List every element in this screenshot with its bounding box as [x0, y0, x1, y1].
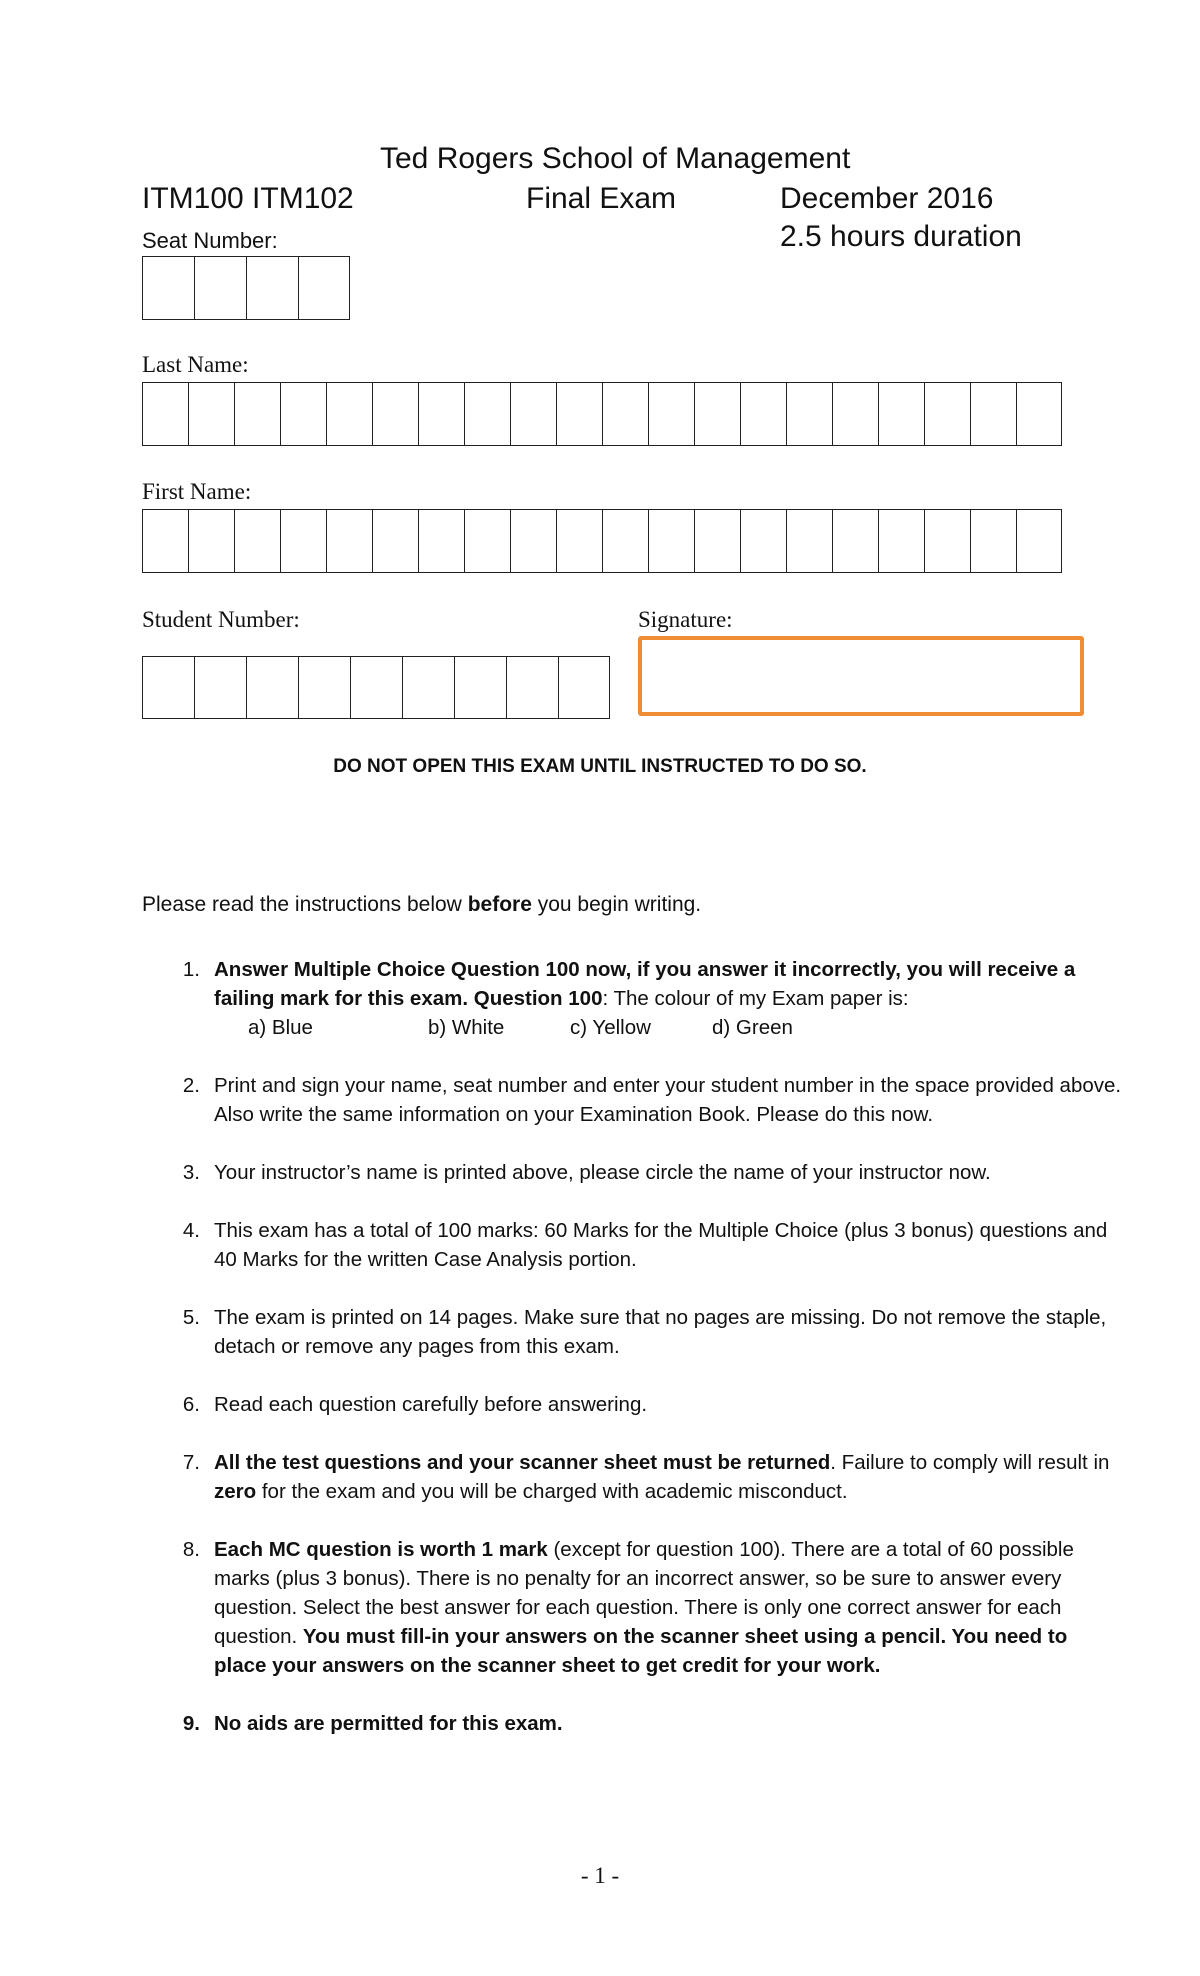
instruction-item: [142, 1216, 1122, 1274]
instruction-item: [142, 1448, 1122, 1506]
instruction-item: [142, 955, 1122, 1042]
intro-text-start: Please read the instructions below: [142, 893, 468, 916]
entry-box[interactable]: [924, 509, 970, 573]
entry-box[interactable]: [878, 382, 924, 446]
entry-box[interactable]: [786, 382, 832, 446]
entry-box[interactable]: [1016, 382, 1062, 446]
instruction-plain-text: . Failure to comply will result in: [830, 1451, 1110, 1474]
entry-box[interactable]: [326, 382, 372, 446]
entry-box[interactable]: [694, 509, 740, 573]
instruction-plain-text: (except for question 100). There are a total of 60 possible marks (plus 3 bonus). There is no penalty for an incorrect answer, so be sure to answer every question. Select the best answer for each question. There is only one correct answer for each question.: [214, 1538, 1074, 1648]
entry-box[interactable]: [556, 509, 602, 573]
entry-box[interactable]: [832, 509, 878, 573]
instruction-text: [214, 1709, 1122, 1738]
instruction-number: 7.: [182, 1451, 200, 1474]
seat-number-label: Seat Number:: [142, 228, 278, 253]
entry-box[interactable]: [194, 656, 246, 719]
instruction-item: [142, 1303, 1122, 1361]
instruction-text: Your instructor’s name is printed above, please circle the name of your instructor now.: [214, 1161, 991, 1184]
instruction-text: [214, 1448, 1122, 1506]
instruction-item: [142, 1158, 1122, 1187]
entry-box[interactable]: [280, 509, 326, 573]
instruction-bold-text: zero: [214, 1480, 257, 1503]
answer-options: [248, 1013, 1122, 1042]
option-c: c) Yellow: [570, 1016, 651, 1039]
instruction-bold-text: Answer Multiple Choice Question 100 now, if you answer it incorrectly, you will receive a failing mark for this exam. Question 100: [214, 958, 1076, 1010]
instruction-number: 8.: [182, 1538, 200, 1561]
option-d: d) Green: [712, 1016, 793, 1039]
entry-box[interactable]: [454, 656, 506, 719]
entry-box[interactable]: [402, 656, 454, 719]
signature-label: Signature:: [638, 607, 733, 632]
exam-date: December 2016: [780, 182, 994, 215]
entry-box[interactable]: [694, 382, 740, 446]
entry-box[interactable]: [298, 656, 350, 719]
last-name-label: Last Name:: [142, 352, 249, 377]
entry-box[interactable]: [326, 509, 372, 573]
entry-box[interactable]: [194, 256, 246, 320]
page-number: - 1 -: [580, 1863, 620, 1888]
intro-text: [142, 893, 701, 917]
signature-box[interactable]: [638, 636, 1084, 716]
instruction-item: [142, 1535, 1122, 1680]
entry-box[interactable]: [464, 509, 510, 573]
instruction-bold-text: Each MC question is worth 1 mark: [214, 1538, 548, 1561]
school-name: Ted Rogers School of Management: [380, 142, 851, 175]
instruction-item: [142, 1709, 1122, 1738]
option-a: a) Blue: [248, 1016, 313, 1039]
entry-box[interactable]: [602, 509, 648, 573]
intro-text-end: you begin writing.: [531, 893, 702, 916]
entry-box[interactable]: [970, 382, 1016, 446]
intro-text-bold: before: [467, 893, 532, 916]
entry-box[interactable]: [832, 382, 878, 446]
student-number-boxes[interactable]: [142, 656, 610, 719]
instruction-bold-text: No aids are permitted for this exam.: [214, 1712, 563, 1735]
entry-box[interactable]: [1016, 509, 1062, 573]
instruction-number: 2.: [182, 1074, 200, 1097]
instruction-number: 4.: [182, 1219, 200, 1242]
instruction-bold-text: You must fill-in your answers on the scanner sheet using a pencil. You need to place your answers on the scanner sheet to get credit for your work.: [214, 1625, 1068, 1677]
entry-box[interactable]: [188, 382, 234, 446]
entry-box[interactable]: [556, 382, 602, 446]
student-number-label: Student Number:: [142, 607, 300, 632]
entry-box[interactable]: [924, 382, 970, 446]
entry-box[interactable]: [372, 382, 418, 446]
entry-box[interactable]: [648, 509, 694, 573]
instruction-plain-text: : The colour of my Exam paper is:: [602, 987, 909, 1010]
warning-text: DO NOT OPEN THIS EXAM UNTIL INSTRUCTED TO DO SO.: [333, 756, 867, 777]
entry-box[interactable]: [418, 382, 464, 446]
entry-box[interactable]: [142, 509, 188, 573]
entry-box[interactable]: [142, 256, 194, 320]
instruction-number: 1.: [182, 958, 200, 981]
instruction-text: [214, 955, 1122, 1042]
instruction-text: The exam is printed on 14 pages. Make sure that no pages are missing. Do not remove the staple, detach or remove any pages from this exam.: [214, 1306, 1107, 1358]
option-b: b) White: [428, 1016, 505, 1039]
entry-box[interactable]: [602, 382, 648, 446]
instruction-number: 9.: [182, 1712, 200, 1735]
entry-box[interactable]: [510, 382, 556, 446]
last-name-boxes[interactable]: [142, 382, 1062, 446]
first-name-label: First Name:: [142, 479, 252, 504]
entry-box[interactable]: [188, 509, 234, 573]
exam-type: Final Exam: [526, 182, 677, 215]
instruction-plain-text: for the exam and you will be charged with academic misconduct.: [256, 1480, 848, 1503]
exam-duration: 2.5 hours duration: [780, 220, 1022, 253]
entry-box[interactable]: [510, 509, 556, 573]
instruction-bold-text: All the test questions and your scanner sheet must be returned: [214, 1451, 831, 1474]
entry-box[interactable]: [234, 382, 280, 446]
instruction-number: 3.: [182, 1161, 200, 1184]
entry-box[interactable]: [280, 382, 326, 446]
instruction-text: This exam has a total of 100 marks: 60 Marks for the Multiple Choice (plus 3 bonus) questions and 40 Marks for the written Case Analysis portion.: [214, 1219, 1108, 1271]
instruction-number: 6.: [182, 1393, 200, 1416]
entry-box[interactable]: [464, 382, 510, 446]
entry-box[interactable]: [234, 509, 280, 573]
instruction-text: Read each question carefully before answering.: [214, 1393, 648, 1416]
instruction-number: 5.: [182, 1306, 200, 1329]
course-codes: ITM100 ITM102: [142, 182, 354, 215]
instructions-list: [142, 955, 1122, 1767]
instruction-item: [142, 1390, 1122, 1419]
entry-box[interactable]: [740, 382, 786, 446]
entry-box[interactable]: [142, 382, 188, 446]
instruction-text: [214, 1535, 1122, 1680]
entry-box[interactable]: [786, 509, 832, 573]
entry-box[interactable]: [246, 656, 298, 719]
seat-number-boxes[interactable]: [142, 256, 350, 320]
entry-box[interactable]: [350, 656, 402, 719]
entry-box[interactable]: [740, 509, 786, 573]
entry-box[interactable]: [246, 256, 298, 320]
entry-box[interactable]: [506, 656, 558, 719]
entry-box[interactable]: [372, 509, 418, 573]
entry-box[interactable]: [648, 382, 694, 446]
entry-box[interactable]: [298, 256, 350, 320]
entry-box[interactable]: [418, 509, 464, 573]
first-name-boxes[interactable]: [142, 509, 1062, 573]
entry-box[interactable]: [878, 509, 924, 573]
instruction-item: [142, 1071, 1122, 1129]
entry-box[interactable]: [142, 656, 194, 719]
entry-box[interactable]: [970, 509, 1016, 573]
entry-box[interactable]: [558, 656, 610, 719]
instruction-text: Print and sign your name, seat number and enter your student number in the space provided above. Also write the same information on your Examination Book. Please do this now.: [214, 1074, 1122, 1126]
